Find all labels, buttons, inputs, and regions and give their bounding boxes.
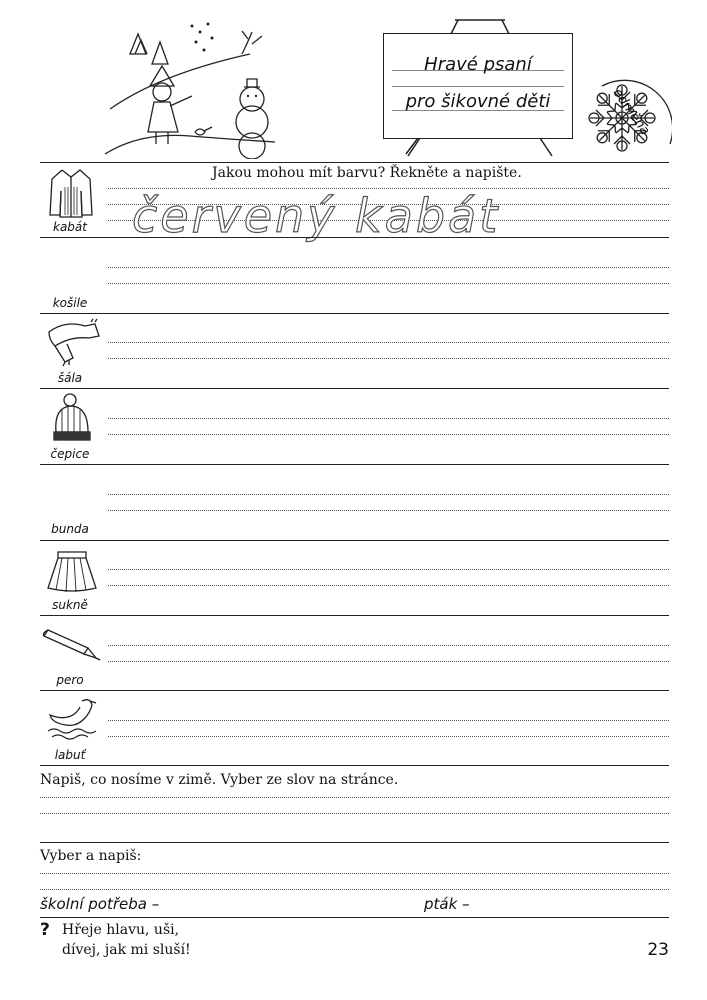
row-label-cepice: čepice — [50, 447, 90, 461]
swan-icon — [46, 695, 100, 743]
row-label-bunda: bunda — [51, 522, 89, 536]
row-label-sala: šála — [57, 371, 83, 385]
row-label-labut: labuť — [54, 748, 86, 762]
pen-icon — [40, 628, 104, 668]
school-item-prompt: školní potřeba – — [40, 895, 160, 913]
reward-label: odměna — [609, 86, 653, 139]
title-line2: pro šikovné děti — [405, 91, 551, 112]
scarf-icon — [45, 318, 103, 368]
riddle-line2: dívej, jak mi sluší! — [62, 942, 191, 958]
hat-icon — [50, 392, 94, 444]
skirt-icon — [44, 548, 100, 594]
winter-scene-illustration — [100, 14, 280, 159]
title-line1: Hravé psaní — [424, 54, 532, 75]
riddle-line1: Hřeje hlavu, uši, — [62, 922, 180, 938]
row-label-pero: pero — [56, 673, 84, 687]
bird-prompt: pták – — [424, 895, 470, 913]
row-label-sukne: sukně — [52, 598, 88, 612]
page-number: 23 — [647, 940, 669, 960]
row-label-kosile: košile — [52, 296, 88, 310]
title-board — [383, 33, 573, 139]
exercise1-instruction: Jakou mohou mít barvu? Řekněte a napište. — [212, 165, 522, 181]
coat-icon — [48, 167, 94, 219]
exercise3-instruction: Vyber a napiš: — [40, 848, 142, 864]
example-traced-text: červený kabát — [132, 189, 501, 243]
riddle-question-mark: ? — [40, 920, 50, 940]
exercise2-instruction: Napiš, co nosíme v zimě. Vyber ze slov na stránce. — [40, 772, 399, 788]
row-label-kabat: kabát — [53, 220, 87, 234]
